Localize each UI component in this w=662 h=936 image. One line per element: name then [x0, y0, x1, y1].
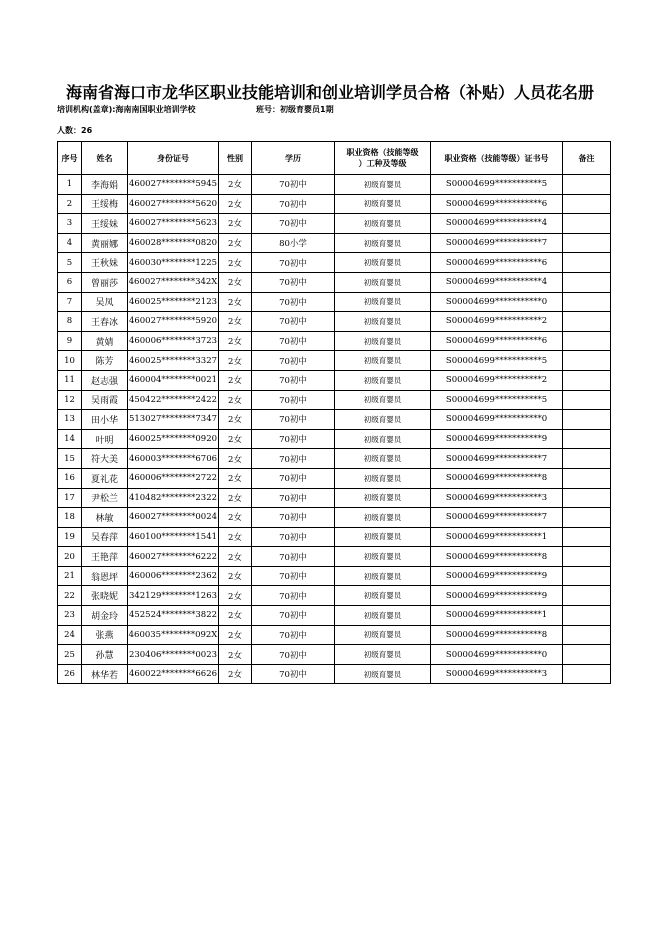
- table-row: [58, 664, 611, 684]
- roster-table: [57, 141, 611, 684]
- cell-id: 460027********5623: [128, 214, 219, 234]
- cell-seq: 5: [58, 253, 82, 273]
- cell-job: 初级育婴员: [335, 645, 431, 665]
- table-row: [58, 351, 611, 371]
- col-job: [335, 142, 431, 175]
- cell-cert: S00004699***********9: [431, 586, 563, 606]
- cell-edu: 70初中: [252, 370, 335, 390]
- cell-name: 吴凤: [82, 292, 128, 312]
- cell-note: [563, 331, 611, 351]
- cell-cert: S00004699***********0: [431, 292, 563, 312]
- cell-name: 王绥梅: [82, 194, 128, 214]
- col-name: 姓名: [82, 142, 128, 175]
- cell-name: 黄丽娜: [82, 233, 128, 253]
- cell-note: [563, 175, 611, 195]
- cell-cert: S00004699***********7: [431, 449, 563, 469]
- cell-job: 初级育婴员: [335, 508, 431, 528]
- cell-edu: 70初中: [252, 175, 335, 195]
- table-row: [58, 566, 611, 586]
- table-row: [58, 488, 611, 508]
- cell-job: 初级育婴员: [335, 175, 431, 195]
- table-header-row: [58, 142, 611, 175]
- cell-job: 初级育婴员: [335, 664, 431, 684]
- table-row: [58, 527, 611, 547]
- cell-gender: 2女: [219, 527, 252, 547]
- cell-note: [563, 194, 611, 214]
- cell-gender: 2女: [219, 488, 252, 508]
- cell-seq: 23: [58, 606, 82, 626]
- col-gender: 性别: [219, 142, 252, 175]
- count-label: 人数：26: [57, 126, 93, 135]
- col-job-line1: 职业资格（技能等级: [346, 148, 419, 157]
- cell-edu: 70初中: [252, 214, 335, 234]
- cell-note: [563, 508, 611, 528]
- cell-gender: 2女: [219, 547, 252, 567]
- cell-seq: 9: [58, 331, 82, 351]
- cell-seq: 11: [58, 370, 82, 390]
- cell-note: [563, 214, 611, 234]
- cell-job: 初级育婴员: [335, 390, 431, 410]
- cell-id: 460022********6626: [128, 664, 219, 684]
- cell-seq: 7: [58, 292, 82, 312]
- cell-cert: S00004699***********5: [431, 351, 563, 371]
- table-row: [58, 625, 611, 645]
- cell-name: 田小华: [82, 410, 128, 430]
- table-row: [58, 390, 611, 410]
- cell-id: 460006********2362: [128, 566, 219, 586]
- cell-edu: 70初中: [252, 331, 335, 351]
- cell-edu: 70初中: [252, 449, 335, 469]
- cell-cert: S00004699***********5: [431, 175, 563, 195]
- cell-edu: 70初中: [252, 194, 335, 214]
- cell-seq: 15: [58, 449, 82, 469]
- cell-cert: S00004699***********5: [431, 390, 563, 410]
- cell-job: 初级育婴员: [335, 351, 431, 371]
- cell-cert: S00004699***********6: [431, 194, 563, 214]
- cell-edu: 70初中: [252, 390, 335, 410]
- cell-cert: S00004699***********0: [431, 645, 563, 665]
- cell-cert: S00004699***********2: [431, 370, 563, 390]
- cell-seq: 19: [58, 527, 82, 547]
- cell-seq: 1: [58, 175, 82, 195]
- cell-seq: 26: [58, 664, 82, 684]
- cell-gender: 2女: [219, 292, 252, 312]
- cell-job: 初级育婴员: [335, 449, 431, 469]
- cell-seq: 25: [58, 645, 82, 665]
- cell-note: [563, 645, 611, 665]
- cell-name: 王绥妹: [82, 214, 128, 234]
- cell-gender: 2女: [219, 370, 252, 390]
- cell-edu: 70初中: [252, 547, 335, 567]
- cell-note: [563, 370, 611, 390]
- cell-cert: S00004699***********6: [431, 331, 563, 351]
- cell-gender: 2女: [219, 449, 252, 469]
- cell-note: [563, 272, 611, 292]
- cell-seq: 18: [58, 508, 82, 528]
- cell-cert: S00004699***********9: [431, 429, 563, 449]
- table-row: [58, 606, 611, 626]
- class-label: 班号：初级育婴员1期: [256, 105, 334, 114]
- institution-label: 培训机构(盖章):海南南国职业培训学校: [57, 105, 196, 114]
- cell-cert: S00004699***********4: [431, 214, 563, 234]
- cell-note: [563, 488, 611, 508]
- cell-job: 初级育婴员: [335, 566, 431, 586]
- cell-gender: 2女: [219, 253, 252, 273]
- cell-id: 460027********6222: [128, 547, 219, 567]
- cell-job: 初级育婴员: [335, 194, 431, 214]
- table-row: [58, 429, 611, 449]
- page-title: 海南省海口市龙华区职业技能培训和创业培训学员合格（补贴）人员花名册: [65, 83, 594, 102]
- cell-job: 初级育婴员: [335, 625, 431, 645]
- cell-name: 王秋妹: [82, 253, 128, 273]
- cell-id: 460028********0820: [128, 233, 219, 253]
- cell-cert: S00004699***********1: [431, 606, 563, 626]
- cell-gender: 2女: [219, 312, 252, 332]
- cell-cert: S00004699***********1: [431, 527, 563, 547]
- cell-edu: 70初中: [252, 488, 335, 508]
- cell-name: 王艳萍: [82, 547, 128, 567]
- table-row: [58, 214, 611, 234]
- table-row: [58, 233, 611, 253]
- col-edu: 学历: [252, 142, 335, 175]
- table-row: [58, 645, 611, 665]
- cell-name: 李海娟: [82, 175, 128, 195]
- cell-cert: S00004699***********4: [431, 272, 563, 292]
- cell-edu: 70初中: [252, 351, 335, 371]
- cell-edu: 70初中: [252, 272, 335, 292]
- table-row: [58, 331, 611, 351]
- cell-name: 胡金玲: [82, 606, 128, 626]
- cell-gender: 2女: [219, 233, 252, 253]
- table-row: [58, 468, 611, 488]
- cell-cert: S00004699***********8: [431, 625, 563, 645]
- cell-name: 夏礼花: [82, 468, 128, 488]
- cell-seq: 21: [58, 566, 82, 586]
- cell-gender: 2女: [219, 606, 252, 626]
- cell-id: 460025********0920: [128, 429, 219, 449]
- cell-name: 吴春萍: [82, 527, 128, 547]
- cell-job: 初级育婴员: [335, 488, 431, 508]
- col-note: 备注: [563, 142, 611, 175]
- cell-seq: 12: [58, 390, 82, 410]
- cell-job: 初级育婴员: [335, 527, 431, 547]
- table-row: [58, 272, 611, 292]
- col-cert: 职业资格（技能等级）证书号: [431, 142, 563, 175]
- cell-note: [563, 233, 611, 253]
- cell-cert: S00004699***********9: [431, 566, 563, 586]
- cell-edu: 70初中: [252, 410, 335, 430]
- cell-gender: 2女: [219, 566, 252, 586]
- cell-gender: 2女: [219, 410, 252, 430]
- cell-id: 460006********2722: [128, 468, 219, 488]
- cell-edu: 80小学: [252, 233, 335, 253]
- cell-gender: 2女: [219, 664, 252, 684]
- cell-name: 翁恩坪: [82, 566, 128, 586]
- cell-cert: S00004699***********7: [431, 233, 563, 253]
- cell-name: 张晓妮: [82, 586, 128, 606]
- cell-id: 460030********1225: [128, 253, 219, 273]
- cell-edu: 70初中: [252, 606, 335, 626]
- cell-cert: S00004699***********2: [431, 312, 563, 332]
- cell-job: 初级育婴员: [335, 410, 431, 430]
- table-row: [58, 547, 611, 567]
- table-row: [58, 410, 611, 430]
- cell-id: 460027********5945: [128, 175, 219, 195]
- cell-note: [563, 606, 611, 626]
- cell-edu: 70初中: [252, 664, 335, 684]
- table-row: [58, 253, 611, 273]
- cell-edu: 70初中: [252, 508, 335, 528]
- cell-job: 初级育婴员: [335, 586, 431, 606]
- cell-job: 初级育婴员: [335, 370, 431, 390]
- cell-gender: 2女: [219, 429, 252, 449]
- cell-note: [563, 253, 611, 273]
- cell-job: 初级育婴员: [335, 606, 431, 626]
- cell-edu: 70初中: [252, 292, 335, 312]
- cell-edu: 70初中: [252, 429, 335, 449]
- cell-job: 初级育婴员: [335, 292, 431, 312]
- cell-cert: S00004699***********8: [431, 468, 563, 488]
- cell-cert: S00004699***********6: [431, 253, 563, 273]
- cell-job: 初级育婴员: [335, 547, 431, 567]
- cell-job: 初级育婴员: [335, 272, 431, 292]
- cell-job: 初级育婴员: [335, 253, 431, 273]
- col-job-line2: ）工种及等级: [358, 159, 407, 168]
- cell-job: 初级育婴员: [335, 468, 431, 488]
- cell-note: [563, 625, 611, 645]
- cell-name: 尹松兰: [82, 488, 128, 508]
- cell-name: 王春冰: [82, 312, 128, 332]
- cell-gender: 2女: [219, 175, 252, 195]
- cell-job: 初级育婴员: [335, 233, 431, 253]
- cell-name: 曾丽莎: [82, 272, 128, 292]
- table-row: [58, 586, 611, 606]
- cell-gender: 2女: [219, 331, 252, 351]
- cell-id: 460006********3723: [128, 331, 219, 351]
- cell-name: 张燕: [82, 625, 128, 645]
- cell-edu: 70初中: [252, 253, 335, 273]
- cell-id: 460004********0021: [128, 370, 219, 390]
- cell-job: 初级育婴员: [335, 214, 431, 234]
- cell-seq: 24: [58, 625, 82, 645]
- cell-gender: 2女: [219, 586, 252, 606]
- cell-gender: 2女: [219, 351, 252, 371]
- cell-edu: 70初中: [252, 625, 335, 645]
- cell-note: [563, 351, 611, 371]
- cell-id: 460027********5620: [128, 194, 219, 214]
- cell-gender: 2女: [219, 508, 252, 528]
- cell-note: [563, 429, 611, 449]
- cell-seq: 20: [58, 547, 82, 567]
- cell-gender: 2女: [219, 272, 252, 292]
- cell-name: 孙慧: [82, 645, 128, 665]
- cell-note: [563, 410, 611, 430]
- cell-cert: S00004699***********8: [431, 547, 563, 567]
- cell-id: 513027********7347: [128, 410, 219, 430]
- cell-seq: 2: [58, 194, 82, 214]
- cell-cert: S00004699***********7: [431, 508, 563, 528]
- cell-edu: 70初中: [252, 645, 335, 665]
- table-row: [58, 508, 611, 528]
- cell-seq: 16: [58, 468, 82, 488]
- cell-name: 赵志强: [82, 370, 128, 390]
- cell-cert: S00004699***********0: [431, 410, 563, 430]
- cell-note: [563, 586, 611, 606]
- cell-gender: 2女: [219, 645, 252, 665]
- col-seq: 序号: [58, 142, 82, 175]
- cell-edu: 70初中: [252, 312, 335, 332]
- cell-seq: 3: [58, 214, 82, 234]
- cell-gender: 2女: [219, 194, 252, 214]
- cell-id: 460027********342X: [128, 272, 219, 292]
- cell-cert: S00004699***********3: [431, 488, 563, 508]
- cell-seq: 13: [58, 410, 82, 430]
- cell-id: 410482********2322: [128, 488, 219, 508]
- cell-job: 初级育婴员: [335, 312, 431, 332]
- cell-id: 460025********3327: [128, 351, 219, 371]
- cell-name: 林华若: [82, 664, 128, 684]
- cell-seq: 14: [58, 429, 82, 449]
- cell-name: 黄婧: [82, 331, 128, 351]
- cell-job: 初级育婴员: [335, 331, 431, 351]
- cell-edu: 70初中: [252, 566, 335, 586]
- cell-id: 450422********2422: [128, 390, 219, 410]
- cell-gender: 2女: [219, 625, 252, 645]
- cell-note: [563, 664, 611, 684]
- cell-id: 460027********0024: [128, 508, 219, 528]
- cell-seq: 10: [58, 351, 82, 371]
- table-row: [58, 175, 611, 195]
- cell-note: [563, 468, 611, 488]
- cell-name: 陈芳: [82, 351, 128, 371]
- cell-edu: 70初中: [252, 527, 335, 547]
- cell-note: [563, 527, 611, 547]
- cell-gender: 2女: [219, 214, 252, 234]
- cell-id: 342129********1263: [128, 586, 219, 606]
- cell-id: 230406********0023: [128, 645, 219, 665]
- cell-id: 460035********092X: [128, 625, 219, 645]
- cell-name: 林敏: [82, 508, 128, 528]
- cell-edu: 70初中: [252, 586, 335, 606]
- cell-cert: S00004699***********3: [431, 664, 563, 684]
- cell-name: 吴雨霞: [82, 390, 128, 410]
- cell-note: [563, 390, 611, 410]
- cell-gender: 2女: [219, 390, 252, 410]
- cell-note: [563, 547, 611, 567]
- cell-note: [563, 449, 611, 469]
- cell-name: 叶明: [82, 429, 128, 449]
- cell-note: [563, 292, 611, 312]
- cell-name: 符大美: [82, 449, 128, 469]
- cell-job: 初级育婴员: [335, 429, 431, 449]
- cell-seq: 4: [58, 233, 82, 253]
- col-id: 身份证号: [128, 142, 219, 175]
- table-row: [58, 370, 611, 390]
- table-row: [58, 312, 611, 332]
- cell-id: 460025********2123: [128, 292, 219, 312]
- cell-id: 452524********3822: [128, 606, 219, 626]
- cell-edu: 70初中: [252, 468, 335, 488]
- cell-gender: 2女: [219, 468, 252, 488]
- table-row: [58, 194, 611, 214]
- table-row: [58, 449, 611, 469]
- table-row: [58, 292, 611, 312]
- cell-id: 460027********5920: [128, 312, 219, 332]
- cell-seq: 22: [58, 586, 82, 606]
- cell-seq: 17: [58, 488, 82, 508]
- cell-seq: 8: [58, 312, 82, 332]
- cell-note: [563, 566, 611, 586]
- cell-seq: 6: [58, 272, 82, 292]
- cell-note: [563, 312, 611, 332]
- cell-id: 460100********1541: [128, 527, 219, 547]
- cell-id: 460003********6706: [128, 449, 219, 469]
